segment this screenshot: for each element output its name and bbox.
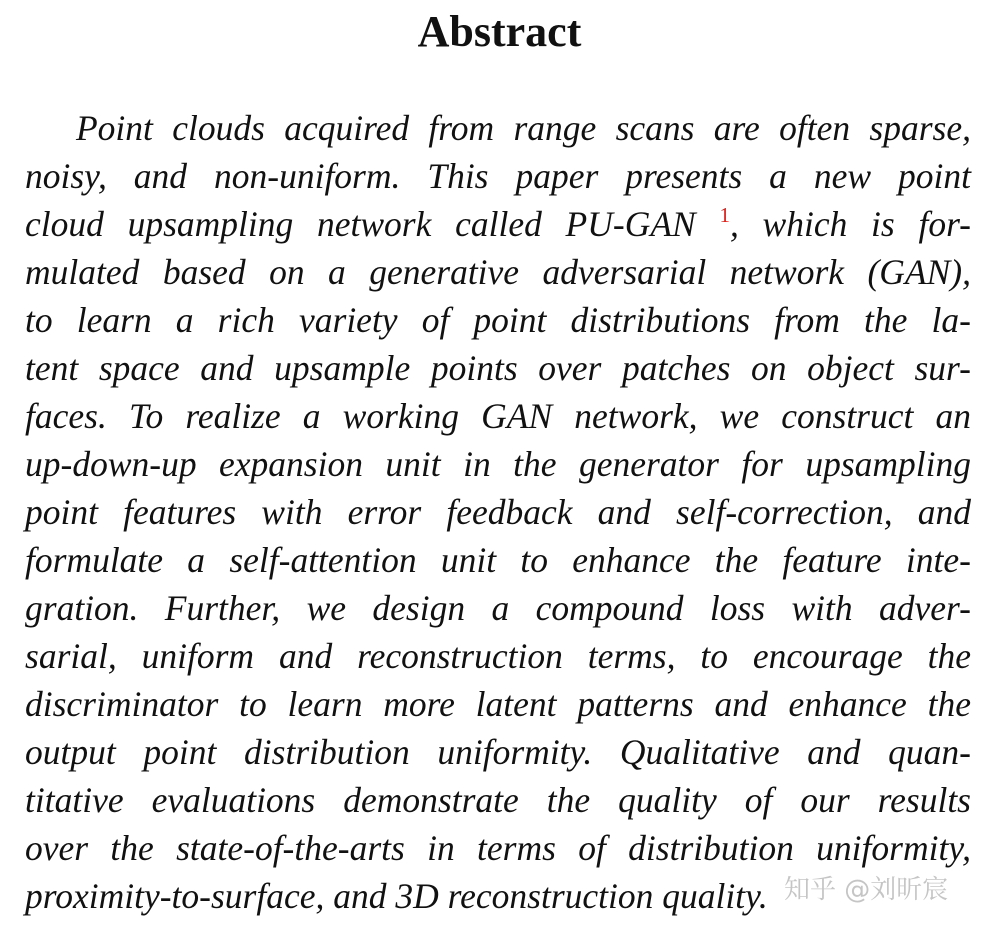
abstract-line: titative evaluations demonstrate the quality of our results bbox=[25, 780, 971, 820]
abstract-line-tail: , which is for- bbox=[729, 204, 972, 244]
abstract-line: formulate a self-attention unit to enhance the feature inte- bbox=[25, 540, 971, 580]
abstract-line-text: cloud upsampling network called PU-GAN bbox=[25, 204, 696, 244]
abstract-line: mulated based on a generative adversarial network (GAN), bbox=[25, 252, 971, 292]
abstract-line-with-footnote bbox=[25, 200, 971, 248]
abstract-line: faces. To realize a working GAN network, we construct an bbox=[25, 396, 971, 436]
abstract-line: output point distribution uniformity. Qualitative and quan- bbox=[25, 732, 971, 772]
zhihu-watermark: 知乎 @刘昕宸 bbox=[784, 875, 949, 905]
abstract-heading: Abstract bbox=[417, 7, 582, 56]
abstract-line: proximity-to-surface, and 3D reconstruction quality. bbox=[25, 876, 768, 916]
abstract-line: to learn a rich variety of point distributions from the la- bbox=[25, 300, 971, 340]
footnote-marker[interactable]: 1 bbox=[719, 203, 730, 227]
abstract-line: Point clouds acquired from range scans are often sparse, bbox=[76, 108, 971, 148]
abstract-line: over the state-of-the-arts in terms of distribution uniformity, bbox=[25, 828, 971, 868]
abstract-line: point features with error feedback and self-correction, and bbox=[25, 492, 971, 532]
abstract-line: noisy, and non-uniform. This paper presents a new point bbox=[25, 156, 971, 196]
abstract-body bbox=[0, 104, 999, 924]
abstract-line: sarial, uniform and reconstruction terms, to encourage the bbox=[25, 636, 971, 676]
abstract-line: up-down-up expansion unit in the generator for upsampling bbox=[25, 444, 971, 484]
abstract-line: discriminator to learn more latent patterns and enhance the bbox=[25, 684, 971, 724]
abstract-line: gration. Further, we design a compound loss with adver- bbox=[25, 588, 971, 628]
abstract-line: tent space and upsample points over patches on object sur- bbox=[25, 348, 971, 388]
